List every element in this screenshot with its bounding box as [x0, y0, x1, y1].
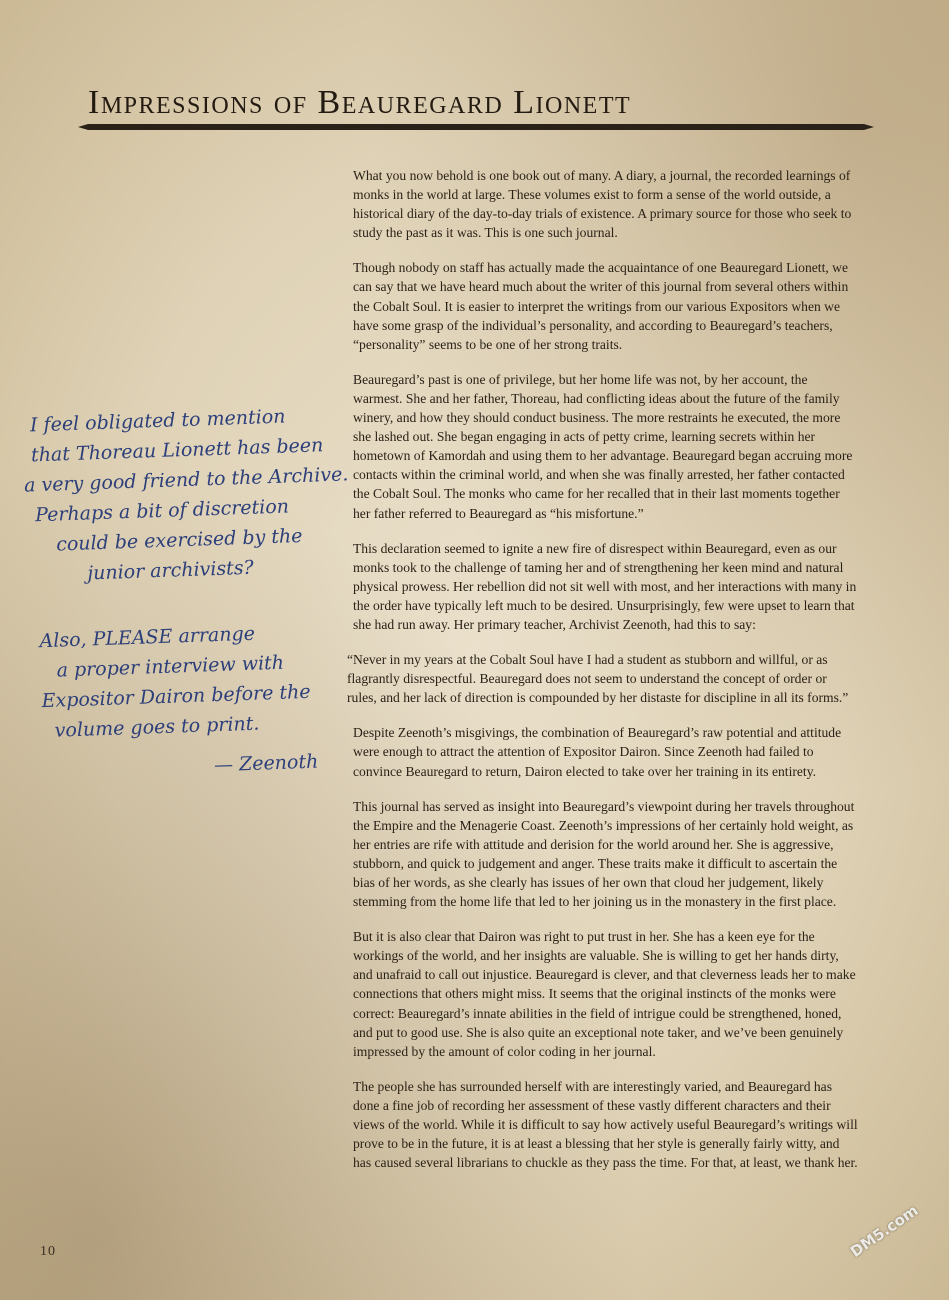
handwritten-margin-note: [22, 400, 355, 787]
paragraph: This journal has served as insight into Beauregard’s viewpoint during her travels throughout the Empire and the Menagerie Coast. Zeenoth’s impressions of her certainly hold weight, as her entries are rife with attitude and derision for the world around her. She is aggressive, stubborn, and quick to judgement and anger. These traits make it difficult to ascertain the bias of her words, as she clearly has issues of her own that cloud her judgement, likely stemming from the home life that led to her joining us in the monastery in the first place.: [353, 798, 855, 910]
note-line: junior archivists?: [86, 556, 255, 585]
paragraph: What you now behold is one book out of many. A diary, a journal, the recorded learnings of monks in the world at large. These volumes exist to form a sense of the world outside, a historical diary of the day-to-day trials of existence. A primary source for those who seek to study the past as it was. This is one such journal.: [353, 168, 852, 241]
paragraph: Beauregard’s past is one of privilege, but her home life was not, by her account, the warmest. She and her father, Thoreau, had conflicting ideas about the future of the family winery, and how they should conduct business. The more restraints he executed, the more she lashed out. She began engaging in acts of petty crime, learning secrets within her hometown of Kamordah and using them to her advantage. Beauregard began accruing more contacts within the criminal world, and when she was finally arrested, her father contacted the Cobalt Soul. The monks who came for her recalled that in their last moments together her father referred to Beauregard as “his misfortune.”: [353, 371, 853, 521]
note-signature: — Zeenoth: [213, 750, 319, 777]
note-line: that Thoreau Lionett has been: [30, 434, 324, 467]
watermark-logo: DM5.com: [846, 1201, 922, 1261]
paragraph: This declaration seemed to ignite a new fire of disrespect within Beauregard, even as our monks took to the challenge of taming her and of strengthening her keen mind and natural physical prowess. Her rebellion did not sit well with most, and her interactions with many in the order have typically left much to be desired. Unsurprisingly, few were upset to learn that she had run away. Her primary teacher, Archivist Zeenoth, had this to say:: [353, 540, 857, 632]
page-title: Impressions of Beauregard Lionett: [88, 84, 632, 121]
block-quote: “Never in my years at the Cobalt Soul have I had a student as stubborn and willful, or as flagrantly disrespectful. Beauregard does not seem to understand the concept of order or rules, and her lack of direction is compounded by her distaste for discipline in all its forms.”: [347, 652, 849, 706]
title-divider: [78, 124, 874, 130]
note-line: a proper interview with: [56, 651, 285, 682]
note-line: volume goes to print.: [54, 712, 260, 742]
note-line: a very good friend to the Archive.: [23, 463, 349, 497]
article-body: [347, 166, 858, 1188]
paragraph: Despite Zeenoth’s misgivings, the combination of Beauregard’s raw potential and attitude were enough to attract the attention of Expositor Dairon. Since Zeenoth had failed to convince Beauregard to return, Dairon elected to take over her training in its entirety.: [353, 725, 842, 779]
paragraph: But it is also clear that Dairon was right to put trust in her. She has a keen eye for the workings of the world, and her insights are valuable. She is willing to get her hands dirty, and unafraid to call out injustice. Beauregard is clever, and that cleverness leads her to make connections that others might miss. It seems that the original instincts of the monks were correct: Beauregard’s innate abilities in the field of intrigue could be strengthened, honed, and put to good use. She is also quite an exceptional note taker, and we’ve been genuinely impressed by the amount of color coding in her journal.: [353, 929, 856, 1059]
note-line: Expositor Dairon before the: [41, 680, 311, 713]
page-number: 10: [40, 1244, 56, 1259]
note-line: could be exercised by the: [55, 524, 303, 556]
note-line: I feel obligated to mention: [29, 405, 286, 437]
paragraph: Though nobody on staff has actually made the acquaintance of one Beauregard Lionett, we can say that we have heard much about the writer of this journal from several others within the Cobalt Soul. It is easier to interpret the writings from our various Expositors when we have some grasp of the individual’s personality, and according to Beauregard’s teachers, “personality” seems to be one of her strong traits.: [353, 260, 849, 352]
note-line: Perhaps a bit of discretion: [34, 495, 290, 527]
note-line: Also, PLEASE arrange: [39, 622, 256, 653]
paragraph: The people she has surrounded herself with are interestingly varied, and Beauregard has done a fine job of recording her assessment of these vastly different characters and their views of the world. While it is difficult to say how actively useful Beauregard’s writings will prove to be in the future, it is at least a blessing that her style is generally fairly witty, and has caused several librarians to chuckle as they pass the time. For that, at least, we thank her.: [353, 1078, 858, 1171]
